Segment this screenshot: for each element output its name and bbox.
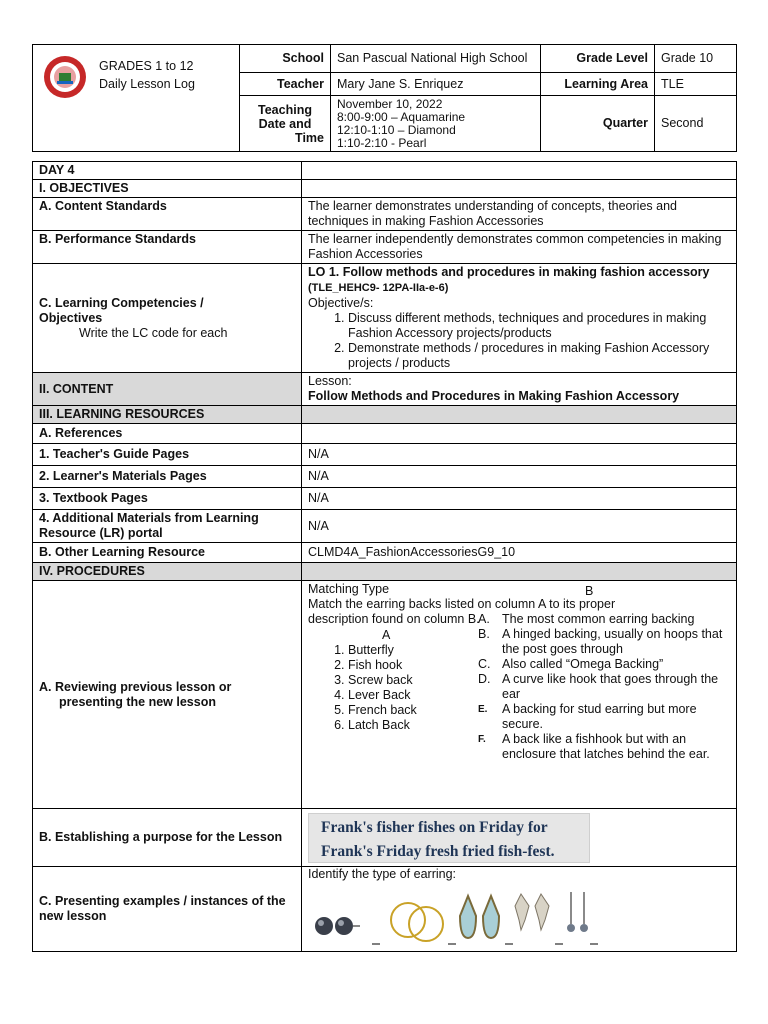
other-resource-label: B. Other Learning Resource [33,543,302,563]
grade-level-label: Grade Level [541,45,655,73]
column-b-text: Also called “Omega Backing” [502,657,664,671]
lo-title: LO 1. Follow methods and procedures in making fashion accessory [308,265,710,279]
matching-instruction: Match the earring backs listed on column A to its proper description found on column B. [308,597,616,626]
column-b-letter: B. [478,627,490,641]
teaching-label-line3: Time [295,130,324,145]
time-slot-1: 8:00-9:00 – Aquamarine [337,109,466,124]
resources-blank [302,406,737,424]
day-value [302,162,737,180]
resources-heading: III. LEARNING RESOURCES [33,406,302,424]
school-value: San Pascual National High School [331,45,541,73]
learning-area-label: Learning Area [541,73,655,96]
lr-portal-label: 4. Additional Materials from Learning Resource (LR) portal [33,510,302,543]
procedures-heading: IV. PROCEDURES [33,563,302,581]
procedures-blank [302,563,737,581]
content-value-cell [302,373,737,406]
objective-item: 2. Demonstrate methods / procedures in making Fashion Accessory projects / products [348,341,730,371]
objectives-label: Objective/s: [308,296,374,310]
column-b-item [478,657,738,672]
lesson-label: Lesson: [308,374,352,388]
column-b-item [478,627,738,657]
lo-code: (TLE_HEHC9- 12PA-IIa-e-6) [308,282,449,294]
teacher-value: Mary Jane S. Enriquez [331,73,541,96]
tongue-twister-line1: Frank's fisher fishes on Friday for [321,819,548,836]
review-label-line2: presenting the new lesson [59,694,216,709]
column-a-item: 1. Butterfly [348,643,518,658]
purpose-label: B. Establishing a purpose for the Lesson [33,809,302,867]
textbook-value: N/A [302,488,737,510]
column-b-letter: D. [478,672,491,686]
tongue-twister-line2: Frank's Friday fresh fried fish-fest. [321,843,555,860]
teachers-guide-value: N/A [302,444,737,466]
competencies-label-line2: Objectives [39,310,103,325]
teaching-date-value [331,96,541,152]
column-b-text: A backing for stud earring but more secure. [502,702,697,731]
review-label-line1: A. Reviewing previous lesson or [39,679,232,694]
column-b-letter: E. [478,704,488,715]
column-b-letter: F. [478,734,486,745]
teaching-label-line1: Teaching [258,102,312,117]
school-seal-icon [43,55,87,99]
matching-exercise [308,582,730,808]
quarter-value: Second [655,96,737,152]
lc-code-note: Write the LC code for each [79,325,228,340]
objective-list [308,311,730,371]
header-table [32,44,737,152]
examples-label: C. Presenting examples / instances of the new lesson [33,867,302,952]
tongue-twister-image [308,813,590,863]
references-label: A. References [33,424,302,444]
earring-images [308,886,730,950]
learners-materials-label: 2. Learner's Materials Pages [33,466,302,488]
lesson-title: Follow Methods and Procedures in Making Fashion Accessory [308,389,680,403]
column-a-item: 2. Fish hook [348,658,518,673]
time-slot-2: 12:10-1:10 – Diamond [337,122,456,137]
quarter-label: Quarter [541,96,655,152]
learning-area-value: TLE [655,73,737,96]
column-a-item: 4. Lever Back [348,688,518,703]
teacher-label: Teacher [240,73,331,96]
performance-standards-label: B. Performance Standards [33,231,302,264]
learners-materials-value: N/A [302,466,737,488]
grades-label: GRADES 1 to 12 [99,59,194,73]
day-label: DAY 4 [33,162,302,180]
date-line: November 10, 2022 [337,96,443,111]
column-b-letter: C. [478,657,491,671]
column-b-text: The most common earring backing [502,612,695,626]
teachers-guide-label: 1. Teacher's Guide Pages [33,444,302,466]
matching-cell [302,581,737,809]
school-label: School [240,45,331,73]
lesson-table [32,161,737,952]
performance-standards-value: The learner independently demonstrates common competencies in making Fashion Accessories [302,231,737,264]
column-a-title: A [382,628,391,642]
column-b-item [478,672,738,702]
other-resource-value: CLMD4A_FashionAccessoriesG9_10 [302,543,737,563]
objectives-blank [302,180,737,198]
column-b-text: A back like a fishhook but with an enclosure that latches behind the ear. [502,732,710,761]
school-logo-cell [33,45,240,152]
references-blank [302,424,737,444]
time-slot-3: 1:10-2:10 - Pearl [337,135,427,150]
earring-pictures-icon [308,886,608,950]
identify-text: Identify the type of earring: [308,867,457,881]
daily-lesson-log-page [32,44,736,952]
column-a-item: 3. Screw back [348,673,518,688]
examples-value-cell [302,867,737,952]
content-standards-value: The learner demonstrates understanding of concepts, theories and techniques in making Fashion Accessories [302,198,737,231]
lr-portal-value: N/A [302,510,737,543]
column-b-item [478,732,738,762]
competencies-label-cell [33,264,302,373]
log-label: Daily Lesson Log [99,77,195,91]
column-b-text: A curve like hook that goes through the ear [502,672,719,701]
column-b-text: A hinged backing, usually on hoops that the post goes through [502,627,723,656]
objectives-heading: I. OBJECTIVES [33,180,302,198]
textbook-label: 3. Textbook Pages [33,488,302,510]
column-b-title: B [585,584,594,598]
column-b-item [478,612,738,627]
teaching-date-label [240,96,331,152]
competencies-value-cell [302,264,737,373]
column-a-item: 6. Latch Back [348,718,518,733]
content-heading: II. CONTENT [33,373,302,406]
column-a-item: 5. French back [348,703,518,718]
purpose-value-cell [302,809,737,867]
column-b-letter: A. [478,612,490,626]
column-b-list [478,612,738,762]
competencies-label-line1: C. Learning Competencies / [39,295,204,310]
column-b-item [478,702,738,732]
content-standards-label: A. Content Standards [33,198,302,231]
grade-level-value: Grade 10 [655,45,737,73]
teaching-label-line2: Date and [258,116,312,131]
review-label-cell [33,581,302,809]
matching-title: Matching Type [308,582,390,596]
objective-item: 1. Discuss different methods, techniques and procedures in making Fashion Accessory projects/products [348,311,730,341]
